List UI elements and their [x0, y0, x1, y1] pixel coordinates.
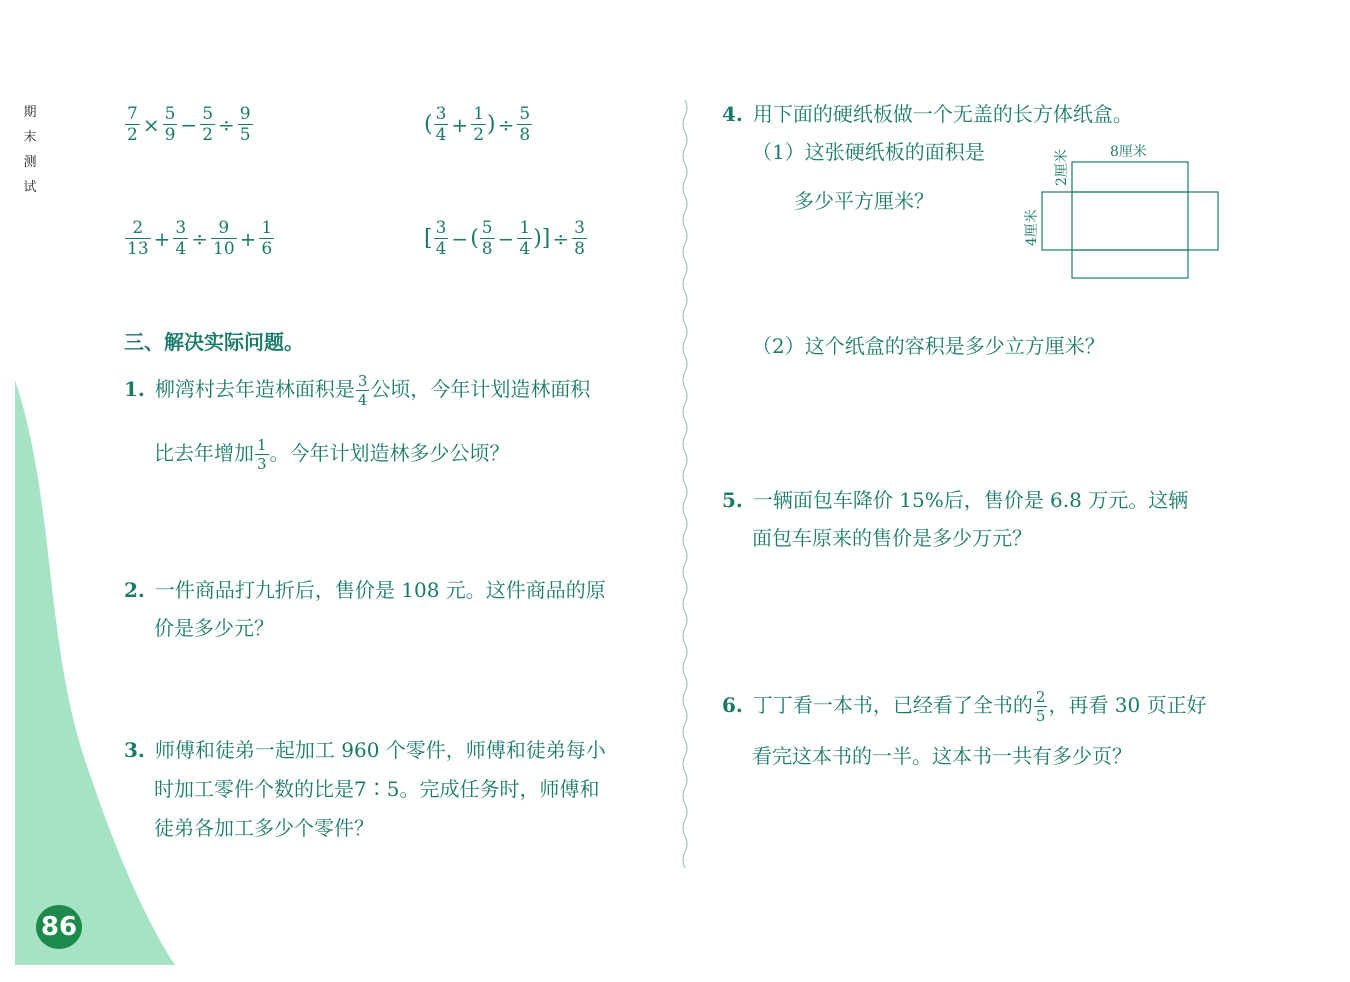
fraction: $\frac{3}{4}$	[435, 218, 447, 259]
side-char: 末	[23, 130, 37, 145]
height-label-small: 2厘米	[1054, 149, 1070, 186]
bottom-flap	[1072, 250, 1188, 278]
page-number-badge: 86	[36, 905, 82, 949]
fraction: $\frac{1}{6}$	[261, 218, 273, 259]
fraction: $\frac{3}{4}$	[357, 372, 368, 409]
question-number: 4.	[722, 102, 743, 126]
section-title: 三、解决实际问题。	[124, 330, 304, 354]
question-2-line-1: 2. 一件商品打九折后，售价是 108 元。这件商品的原	[124, 578, 606, 602]
fraction: $\frac{1}{2}$	[473, 104, 485, 145]
fraction: $\frac{5}{8}$	[481, 218, 493, 259]
question-4-part-1-line-1: （1）这张硬纸板的面积是	[752, 140, 985, 164]
question-3-line-3: 徒弟各加工多少个零件？	[154, 816, 374, 840]
length-label: 8厘米	[1110, 144, 1147, 160]
question-4-title: 4. 用下面的硬纸板做一个无盖的长方体纸盒。	[722, 102, 1133, 126]
fraction: $\frac{2}{13}$	[127, 218, 149, 259]
question-number: 3.	[124, 738, 145, 762]
fraction: $\frac{2}{5}$	[1035, 688, 1046, 725]
top-flap	[1072, 162, 1188, 192]
fraction: $\frac{1}{3}$	[257, 436, 267, 473]
calc-expression-4: [ $\frac{3}{4}$ −( $\frac{5}{8}$ − $\frac{1}{4}$ )] ÷ $\frac{3}{8}$	[424, 218, 585, 259]
question-number: 5.	[722, 488, 743, 512]
middle-strip	[1042, 192, 1218, 250]
calc-expression-2: ( $\frac{3}{4}$ + $\frac{1}{2}$ ) ÷ $\frac{5}{8}$	[424, 104, 531, 145]
fraction: $\frac{1}{4}$	[519, 218, 531, 259]
side-label-final-test	[20, 100, 40, 200]
question-5-line-2: 面包车原来的售价是多少万元？	[752, 526, 1032, 550]
fraction: $\frac{5}{2}$	[202, 104, 214, 145]
fraction: $\frac{5}{8}$	[519, 104, 531, 145]
question-2-line-2: 价是多少元？	[154, 616, 274, 640]
question-4-part-1-line-2: 多少平方厘米？	[794, 189, 934, 213]
fraction: $\frac{5}{9}$	[164, 104, 176, 145]
question-1-line-2: 比去年增加 $\frac{1}{3}$ 。今年计划造林多少公顷？	[154, 436, 510, 473]
fraction: $\frac{3}{8}$	[574, 218, 585, 259]
cardboard-net-diagram	[1020, 140, 1225, 285]
fraction: $\frac{7}{2}$	[127, 104, 138, 145]
fraction: $\frac{3}{4}$	[175, 218, 187, 259]
fraction: $\frac{9}{10}$	[213, 218, 235, 259]
calc-expression-1: $\frac{7}{2}$ × $\frac{5}{9}$ − $\frac{5}{2}$ ÷ $\frac{9}{5}$	[127, 104, 251, 145]
question-3-line-1: 3. 师傅和徒弟一起加工 960 个零件，师傅和徒弟每小	[124, 738, 606, 762]
question-number: 6.	[722, 693, 743, 717]
page-divider	[678, 100, 692, 870]
height-label-large: 4厘米	[1024, 209, 1040, 246]
question-3-line-2: 时加工零件个数的比是7∶5。完成任务时，师傅和	[154, 777, 600, 801]
question-1-line-1: 1. 柳湾村去年造林面积是 $\frac{3}{4}$ 公顷，今年计划造林面积	[124, 372, 591, 409]
question-number: 2.	[124, 578, 145, 602]
question-5-line-1: 5. 一辆面包车降价 15%后，售价是 6.8 万元。这辆	[722, 488, 1189, 512]
question-4-part-2: （2）这个纸盒的容积是多少立方厘米？	[752, 334, 1105, 358]
question-6-line-1: 6. 丁丁看一本书，已经看了全书的 $\frac{2}{5}$ ，再看 30 页正好	[722, 688, 1207, 725]
side-char: 试	[23, 180, 37, 195]
side-char: 期	[23, 105, 37, 120]
side-char: 测	[23, 155, 37, 170]
fraction: $\frac{9}{5}$	[239, 104, 251, 145]
fraction: $\frac{3}{4}$	[435, 104, 447, 145]
question-6-line-2: 看完这本书的一半。这本书一共有多少页？	[752, 744, 1132, 768]
question-number: 1.	[124, 377, 145, 401]
calc-expression-3: $\frac{2}{13}$ + $\frac{3}{4}$ ÷ $\frac{9}{10}$ + $\frac{1}{6}$	[127, 218, 273, 259]
